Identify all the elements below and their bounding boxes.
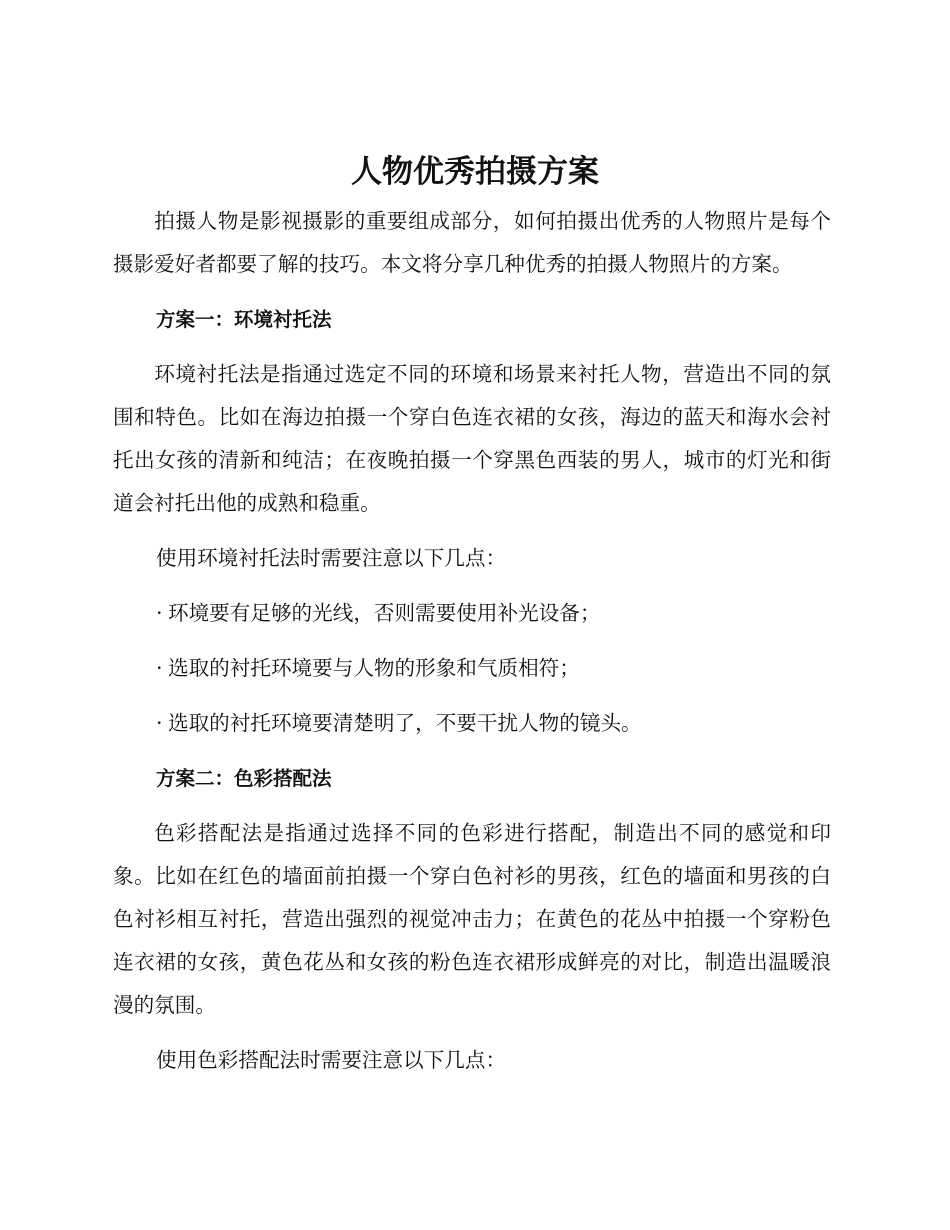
intro-paragraph: 拍摄人物是影视摄影的重要组成部分，如何拍摄出优秀的人物照片是每个摄影爱好者都要了解的技巧。本文将分享几种优秀的拍摄人物照片的方案。 — [113, 209, 831, 276]
section-1-notes-intro: 使用环境衬托法时需要注意以下几点： — [156, 546, 507, 570]
document-title: 人物优秀拍摄方案 — [351, 154, 599, 190]
bullet-dot: · — [156, 601, 163, 625]
section-1-paragraph: 环境衬托法是指通过选定不同的环境和场景来衬托人物，营造出不同的氛围和特色。比如在海边拍摄一个穿白色连衣裙的女孩，海边的蓝天和海水会衬托出女孩的清新和纯洁；在夜晚拍摄一个穿黑色西装的男人，城市的灯光和街道会衬托出他的成熟和稳重。 — [113, 362, 831, 515]
bullet-item — [113, 702, 831, 745]
bullet-text: 选取的衬托环境要清楚明了，不要干扰人物的镜头。 — [168, 711, 642, 735]
bullet-dot: · — [156, 711, 163, 735]
bullet-item — [113, 592, 831, 635]
section-2-paragraph: 色彩搭配法是指通过选择不同的色彩进行搭配，制造出不同的感觉和印象。比如在红色的墙面前拍摄一个穿白色衬衫的男孩，红色的墙面和男孩的白色衬衫相互衬托，营造出强烈的视觉冲击力；在黄色的花丛中拍摄一个穿粉色连衣裙的女孩，黄色花丛和女孩的粉色连衣裙形成鲜亮的对比，制造出温暖浪漫的氛围。 — [113, 821, 831, 1017]
bullet-dot: · — [156, 656, 163, 680]
bullet-text: 选取的衬托环境要与人物的形象和气质相符； — [168, 656, 580, 680]
section-heading-1: 方案一：环境衬托法 — [156, 308, 332, 331]
section-heading-2: 方案二：色彩搭配法 — [156, 767, 332, 790]
bullet-item — [113, 647, 831, 690]
document-body — [113, 200, 831, 1082]
bullet-text: 环境要有足够的光线，否则需要使用补光设备； — [168, 601, 601, 625]
section-2-notes-intro: 使用色彩搭配法时需要注意以下几点： — [156, 1048, 507, 1072]
